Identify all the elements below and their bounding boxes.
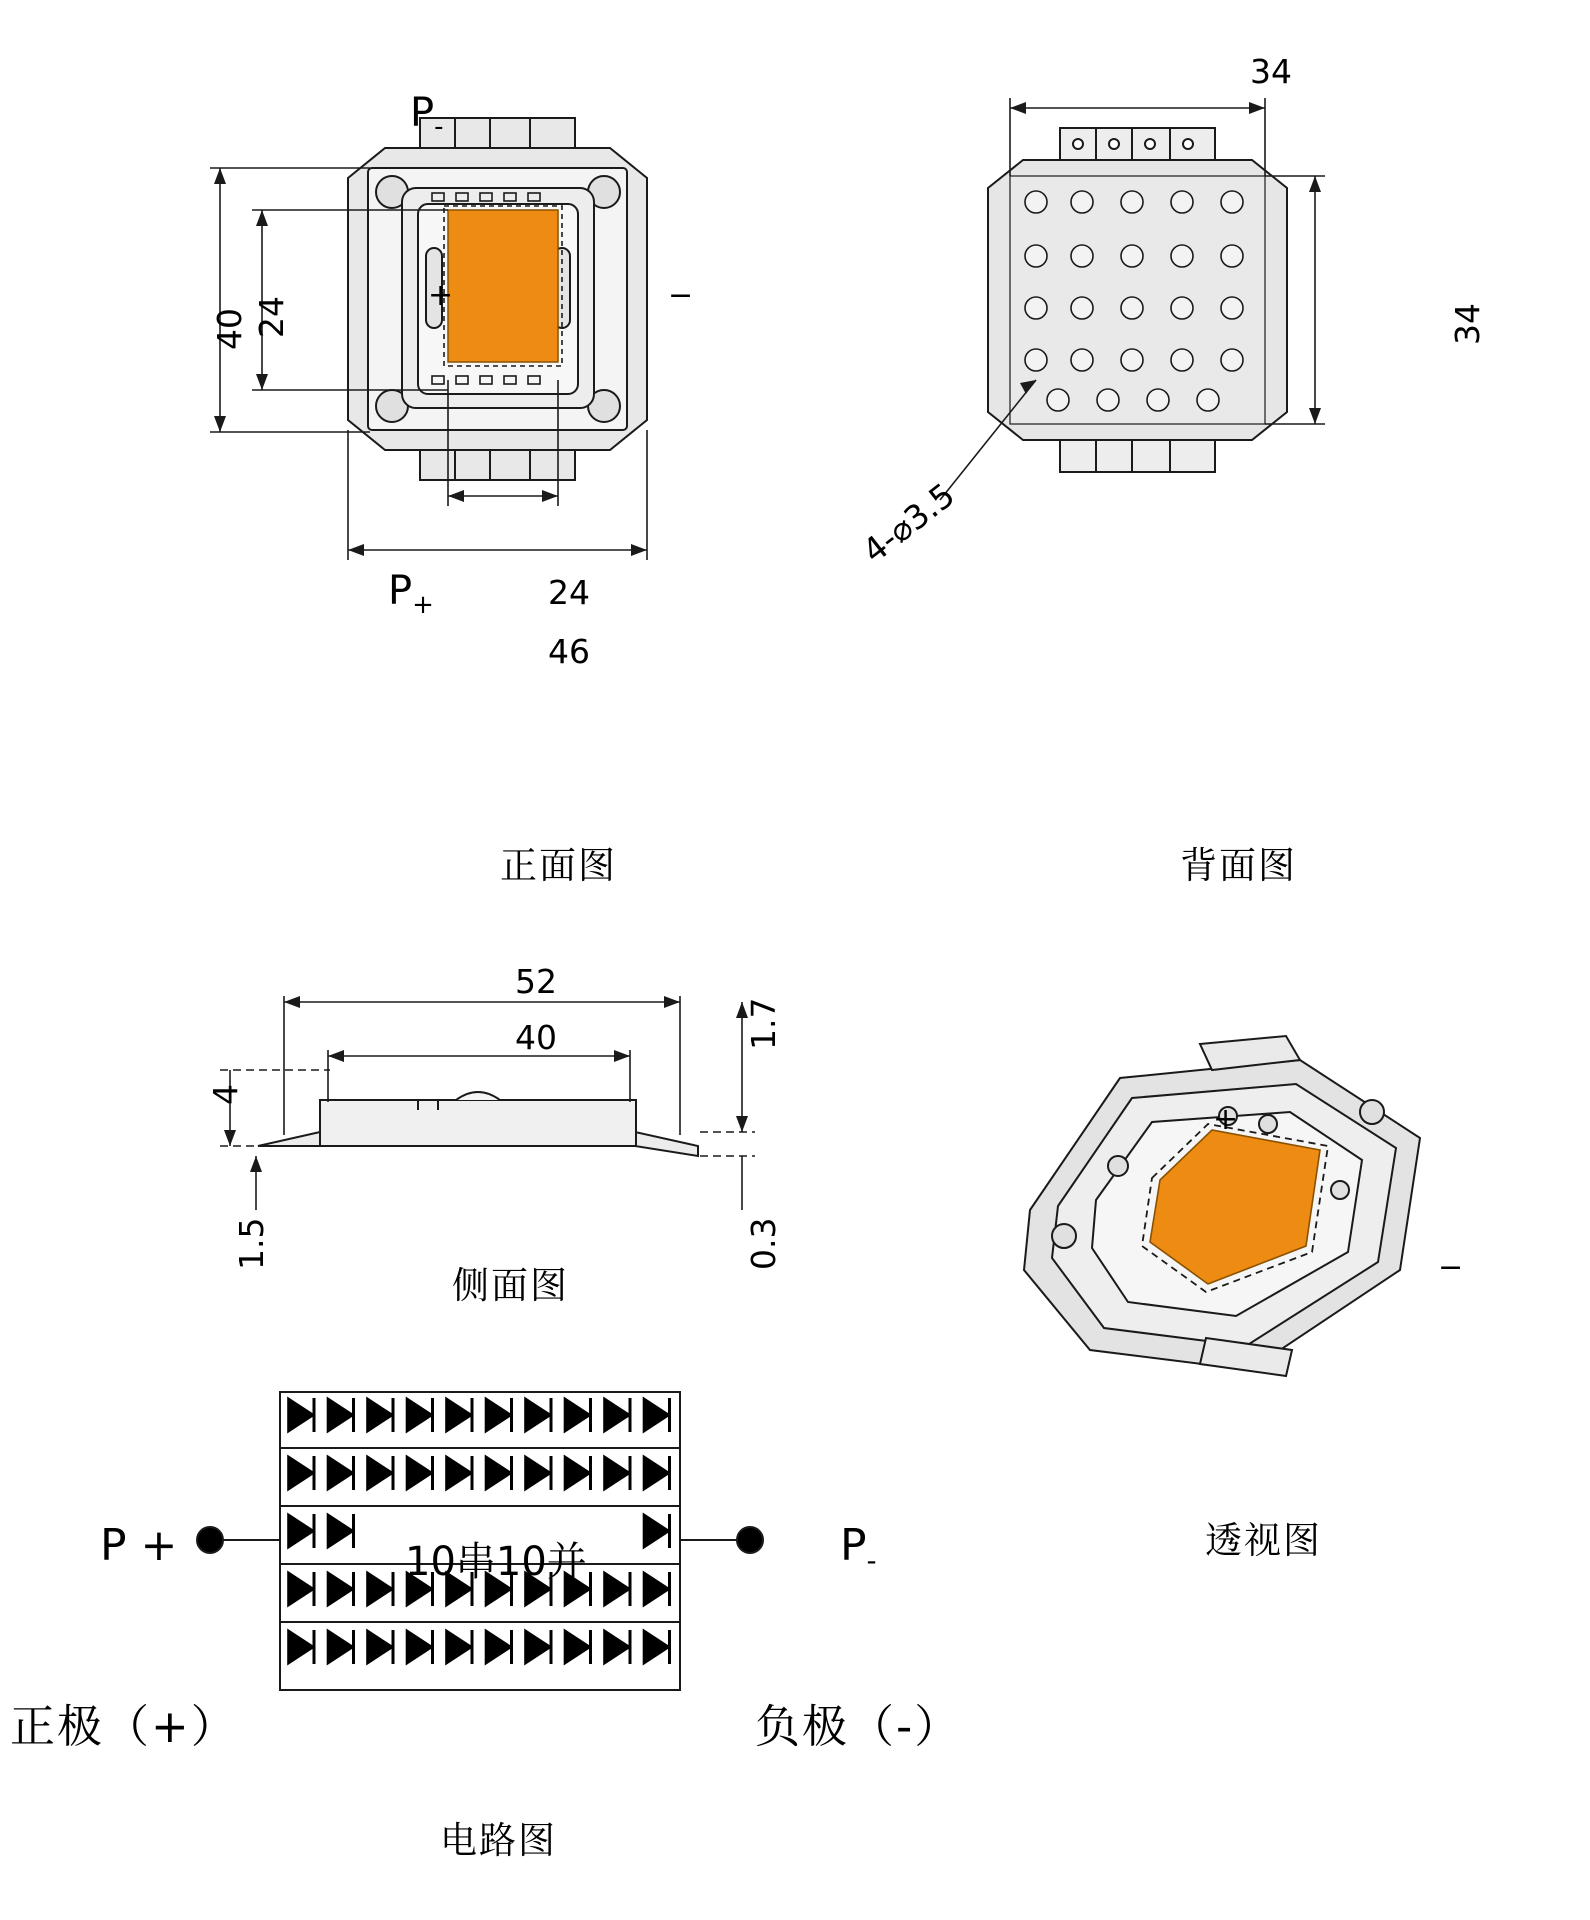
back-dim-height: 34 [1448, 303, 1487, 345]
front-p-minus-label [410, 90, 444, 142]
p-plus-text: P [388, 568, 413, 614]
front-p-plus-label [388, 568, 434, 620]
terminal-right-text: P [840, 1520, 867, 1571]
front-view-caption: 正面图 [500, 844, 617, 887]
front-view-drawing [180, 80, 800, 600]
circuit-view-caption: 电路图 [440, 1819, 557, 1862]
circuit-center-label: 10串10并 [405, 1539, 587, 1585]
p-minus-sub: - [434, 112, 444, 142]
circuit-terminal-left [100, 1520, 177, 1571]
side-dim-40: 40 [515, 1018, 557, 1057]
back-view-caption: 背面图 [1180, 844, 1297, 887]
perspective-view-drawing [1000, 1020, 1450, 1420]
terminal-left-text: P + [100, 1520, 178, 1571]
p-plus-sub: + [412, 590, 434, 620]
side-dim-1-7: 1.7 [744, 997, 783, 1050]
side-view-drawing [180, 960, 800, 1220]
circuit-note-right: 负极（-） [755, 1700, 962, 1753]
front-chip-plus-sign: + [428, 278, 454, 313]
circuit-terminal-right [840, 1520, 877, 1577]
front-dim-24-h: 24 [548, 573, 590, 612]
side-view-caption: 侧面图 [452, 1264, 569, 1307]
side-dim-4: 4 [206, 1084, 245, 1105]
perspective-view-caption: 透视图 [1205, 1519, 1322, 1562]
back-dim-holes: 4-⌀3.5 [855, 475, 962, 571]
front-chip-minus-sign: − [668, 278, 694, 313]
back-view-drawing [860, 80, 1440, 600]
side-dim-1-5: 1.5 [232, 1217, 271, 1270]
perspective-minus-sign: − [1438, 1250, 1464, 1285]
p-minus-text: P [410, 90, 435, 136]
back-dim-width: 34 [1250, 52, 1292, 91]
perspective-plus-sign: + [1213, 1102, 1239, 1137]
terminal-right-sub: - [866, 1543, 877, 1577]
front-dim-24-v: 24 [252, 296, 291, 338]
front-dim-46: 46 [548, 632, 590, 671]
circuit-note-left: 正极（+） [10, 1700, 238, 1753]
front-dim-40: 40 [210, 308, 249, 350]
side-dim-52: 52 [515, 962, 557, 1001]
side-dim-0-3: 0.3 [744, 1217, 783, 1270]
